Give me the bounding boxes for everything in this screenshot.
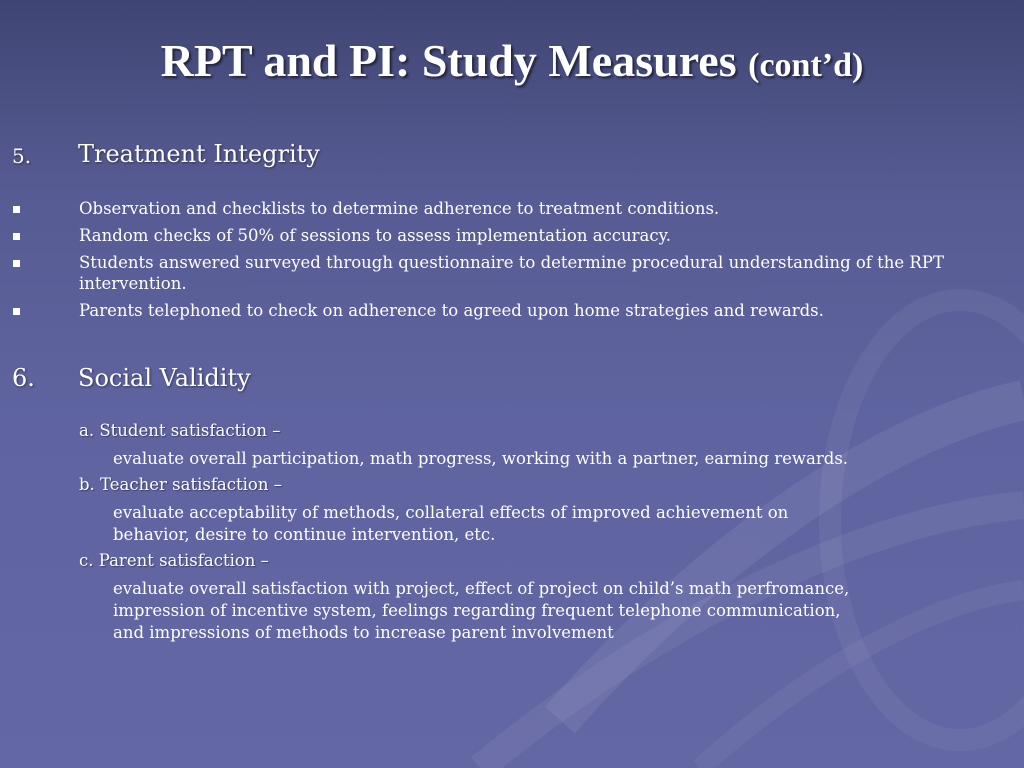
bullet-text: Parents telephoned to check on adherence to agreed upon home strategies and rewards. <box>79 301 824 320</box>
bullet-item <box>0 225 1024 246</box>
parent-satisfaction-line: and impressions of methods to increase parent involvement <box>113 623 614 642</box>
square-bullet-icon <box>13 260 20 267</box>
bullet-item <box>0 198 1024 219</box>
teacher-satisfaction-label: b. Teacher satisfaction – <box>79 475 282 494</box>
square-bullet-icon <box>13 233 20 240</box>
slide-title <box>0 34 1024 87</box>
teacher-satisfaction-line: behavior, desire to continue intervention, etc. <box>113 525 496 544</box>
bullet-text: Observation and checklists to determine adherence to treatment conditions. <box>79 199 720 218</box>
square-bullet-icon <box>13 206 20 213</box>
treatment-integrity-bullets <box>0 198 1024 327</box>
square-bullet-icon <box>13 308 20 315</box>
parent-satisfaction-line: impression of incentive system, feelings regarding frequent telephone communication, <box>113 601 841 620</box>
teacher-satisfaction-line: evaluate acceptability of methods, collateral effects of improved achievement on <box>113 503 789 522</box>
student-satisfaction-line: evaluate overall participation, math progress, working with a partner, earning rewards. <box>113 449 849 468</box>
student-satisfaction-label: a. Student satisfaction – <box>79 421 281 440</box>
section-number: 6. <box>12 364 35 392</box>
section-heading: Social Validity <box>78 364 251 392</box>
bullet-item <box>0 252 1024 294</box>
section-heading: Treatment Integrity <box>78 140 320 168</box>
title-main: RPT and PI: Study Measures <box>160 35 737 86</box>
bullet-item <box>0 300 1024 321</box>
section-number: 5. <box>12 144 32 168</box>
bullet-text: Students answered surveyed through questionnaire to determine procedural understanding of the RPT intervention. <box>79 253 944 293</box>
parent-satisfaction-label: c. Parent satisfaction – <box>79 551 269 570</box>
parent-satisfaction-line: evaluate overall satisfaction with project, effect of project on child’s math perfromance, <box>113 579 850 598</box>
title-suffix: (cont’d) <box>748 47 864 84</box>
bullet-text: Random checks of 50% of sessions to assess implementation accuracy. <box>79 226 672 245</box>
